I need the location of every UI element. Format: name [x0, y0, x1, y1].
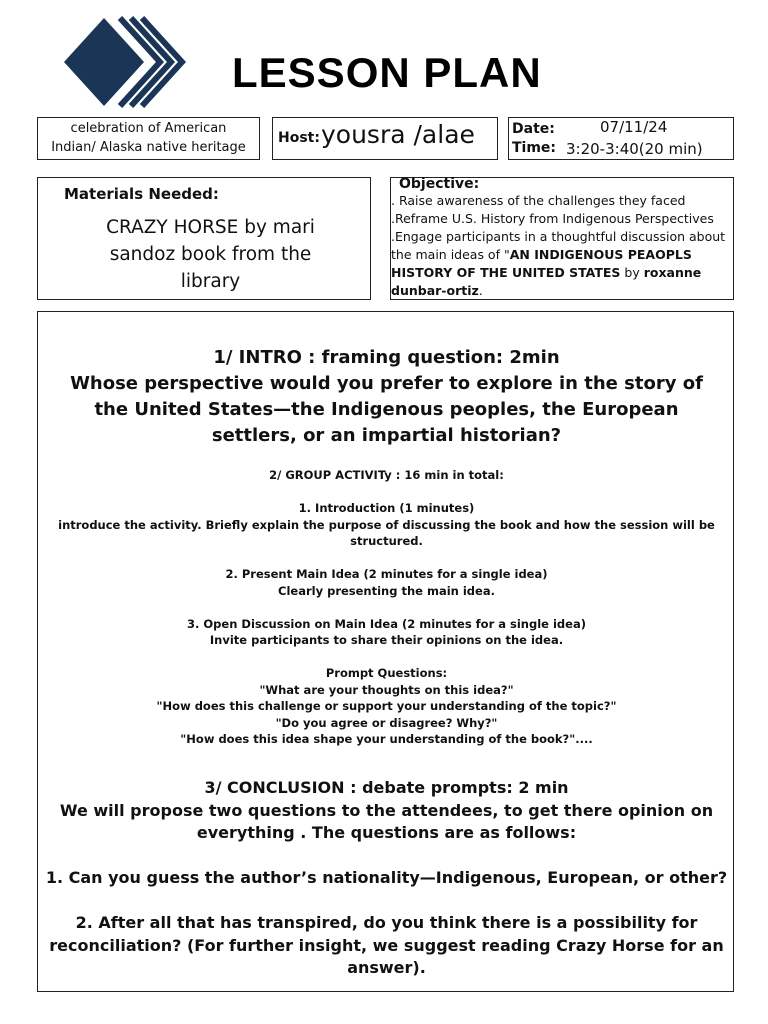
intro-section [38, 345, 735, 449]
step-text: Invite participants to share their opinions on the idea. [209, 633, 564, 647]
book-title: HISTORY OF THE UNITED STATES [391, 265, 621, 280]
intro-heading: 1/ INTRO : framing question: 2min [213, 347, 560, 368]
objective-box [390, 177, 734, 300]
materials-value [78, 214, 343, 295]
conclusion-question: 1. Can you guess the author’s nationality—Indigenous, European, or other? [45, 868, 728, 887]
activity-heading: 2/ GROUP ACTIVITy : 16 min in total: [269, 468, 504, 482]
objective-text: . [478, 283, 483, 298]
host-box [272, 117, 498, 160]
activity-section [38, 467, 735, 748]
intro-question: the United States—the Indigenous peoples, the European [94, 399, 679, 420]
objective-list [391, 192, 735, 300]
objective-item: .Engage participants in a thoughtful discussion about [391, 229, 726, 244]
intro-question: Whose perspective would you prefer to explore in the story of [70, 373, 703, 394]
step-text: structured. [350, 534, 423, 548]
author-name: dunbar-ortiz [391, 283, 479, 298]
conclusion-question: 2. After all that has transpired, do you think there is a possibility for [75, 913, 698, 932]
materials-line: library [180, 271, 241, 292]
occasion-box [37, 117, 260, 160]
materials-line: sandoz book from the [109, 244, 312, 265]
step-text: introduce the activity. Briefly explain the purpose of discussing the book and how the session will be [58, 517, 715, 532]
conclusion-text: We will propose two questions to the attendees, to get there opinion on [59, 800, 714, 820]
author-name: roxanne [643, 265, 702, 280]
objective-item [391, 246, 735, 264]
time-value: 3:20-3:40(20 min) [566, 140, 703, 158]
step-title: 1. Introduction (1 minutes) [298, 501, 475, 515]
conclusion-question: reconciliation? (For further insight, we suggest reading Crazy Horse for an [49, 935, 724, 955]
page-title: LESSON PLAN [232, 49, 542, 96]
conclusion-section [38, 777, 735, 980]
objective-text: the main ideas of " [391, 247, 510, 262]
objective-item [391, 282, 735, 300]
step-title: 3. Open Discussion on Main Idea (2 minutes for a single idea) [187, 616, 586, 631]
step-title: 2. Present Main Idea (2 minutes for a single idea) [225, 567, 548, 581]
conclusion-heading: 3/ CONCLUSION : debate prompts: 2 min [204, 778, 569, 797]
host-value: yousra /alae [321, 120, 475, 149]
materials-box [37, 177, 371, 300]
conclusion-question: answer). [347, 958, 426, 977]
date-value: 07/11/24 [600, 118, 668, 136]
date-label: Date: [512, 121, 555, 137]
time-label: Time: [512, 140, 557, 156]
materials-line: CRAZY HORSE by mari [106, 217, 315, 238]
occasion-line: Indian/ Alaska native heritage [51, 140, 246, 155]
step-text: Clearly presenting the main idea. [278, 583, 495, 598]
logo-chevrons-icon [62, 16, 186, 112]
intro-question: settlers, or an impartial historian? [211, 425, 562, 446]
objective-item [391, 264, 735, 282]
lesson-body [37, 311, 734, 992]
host-label: Host: [278, 130, 320, 146]
objective-item: . Raise awareness of the challenges they faced [391, 193, 686, 208]
prompt-question: "What are your thoughts on this idea?" [259, 682, 514, 697]
materials-label: Materials Needed: [64, 185, 219, 203]
prompts-title: Prompt Questions: [325, 666, 448, 680]
conclusion-text: everything . The questions are as follows: [196, 823, 577, 842]
objective-text: by [620, 265, 644, 280]
prompt-question: "How does this idea shape your understanding of the book?".... [180, 732, 593, 746]
book-title: AN INDIGENOUS PEAOPLS [509, 247, 692, 262]
occasion-line: celebration of American [70, 121, 227, 136]
prompt-question: "Do you agree or disagree? Why?" [275, 715, 498, 730]
objective-item: .Reframe U.S. History from Indigenous Perspectives [391, 211, 714, 226]
date-time-box [508, 117, 734, 160]
prompt-question: "How does this challenge or support your understanding of the topic?" [156, 699, 617, 713]
objective-label: Objective: [399, 176, 480, 192]
